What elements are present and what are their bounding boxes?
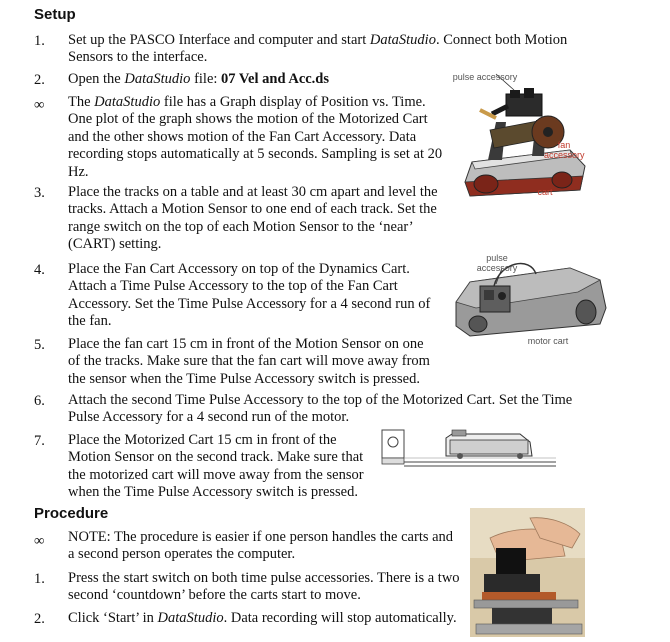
setup-step-2: Open the DataStudio file: 07 Vel and Acc.ds <box>68 71 330 87</box>
step-marker: 2. <box>34 611 45 627</box>
label-pulse-accessory: pulse accessory <box>476 253 518 273</box>
setup-step-6: Attach the second Time Pulse Accessory to the top of the Motorized Cart. Set the Time Pulse Accessory for a 4 second run of the motor. <box>68 392 573 426</box>
fan-cart-figure <box>450 70 595 205</box>
track-diagram <box>380 428 558 470</box>
step-marker: 1. <box>34 33 45 49</box>
label-pulse-accessory: pulse accessory <box>452 72 518 82</box>
setup-step-4: Place the Fan Cart Accessory on top of the Dynamics Cart. Attach a Time Pulse Accessory to the top of the Fan Cart Accessory. Set the Time Pulse Accessory for a 4 second run of the fan. <box>68 261 431 330</box>
label-cart: cart <box>537 187 553 197</box>
setup-step-note: The DataStudio file has a Graph display of Position vs. Time. One plot of the graph shows the motion of the Motorized Cart and the other shows motion of the Fan Cart Accessory. Data recording stops automatically at 5 seconds. Sampling is set at 20 Hz. <box>68 94 443 180</box>
setup-step-1: Set up the PASCO Interface and computer and start DataStudio. Connect both Motion Sensors to the interface. <box>68 32 568 66</box>
step-marker: 1. <box>34 571 45 587</box>
fan-cart-illustration <box>450 70 595 205</box>
procedure-step-1: Press the start switch on both time pulse accessories. There is a two second ‘countdown’ before the carts start to move. <box>68 570 460 604</box>
procedure-step-2: Click ‘Start’ in DataStudio. Data recording will stop automatically. <box>68 610 457 626</box>
step-marker-infinity: ∞ <box>34 97 45 113</box>
setup-step-7: Place the Motorized Cart 15 cm in front of the Motion Sensor on the second track. Make sure that the motorized cart will move away from the sensor when the Time Pulse Accessory switch is pressed. <box>68 432 364 501</box>
setup-step-3: Place the tracks on a table and at least 30 cm apart and level the tracks. Attach a Motion Sensor to one end of each track. Set the range switch on the top of each Motion Sensor to the ‘near’ (CART) setting. <box>68 184 438 253</box>
motor-cart-figure <box>450 252 610 350</box>
setup-step-5: Place the fan cart 15 cm in front of the Motion Sensor on one of the tracks. Make sure that the fan cart will move away from the sensor when the Time Pulse Accessory switch is pressed. <box>68 336 430 387</box>
label-fan-accessory: fan accessory <box>544 140 585 160</box>
label-motor-cart: motor cart <box>527 336 569 346</box>
step-marker: 2. <box>34 72 45 88</box>
procedure-heading: Procedure <box>34 505 109 522</box>
step-marker: 3. <box>34 185 45 201</box>
step-marker: 6. <box>34 393 45 409</box>
procedure-photo <box>470 508 585 637</box>
step-marker: 5. <box>34 337 45 353</box>
setup-heading: Setup <box>34 6 76 23</box>
step-marker: 7. <box>34 433 45 449</box>
track-diagram-illustration <box>380 428 558 470</box>
procedure-note: NOTE: The procedure is easier if one person handles the carts and a second person operates the computer. <box>68 529 454 563</box>
step-marker-infinity: ∞ <box>34 533 45 549</box>
procedure-photo-illustration <box>470 508 585 637</box>
step-marker: 4. <box>34 262 45 278</box>
